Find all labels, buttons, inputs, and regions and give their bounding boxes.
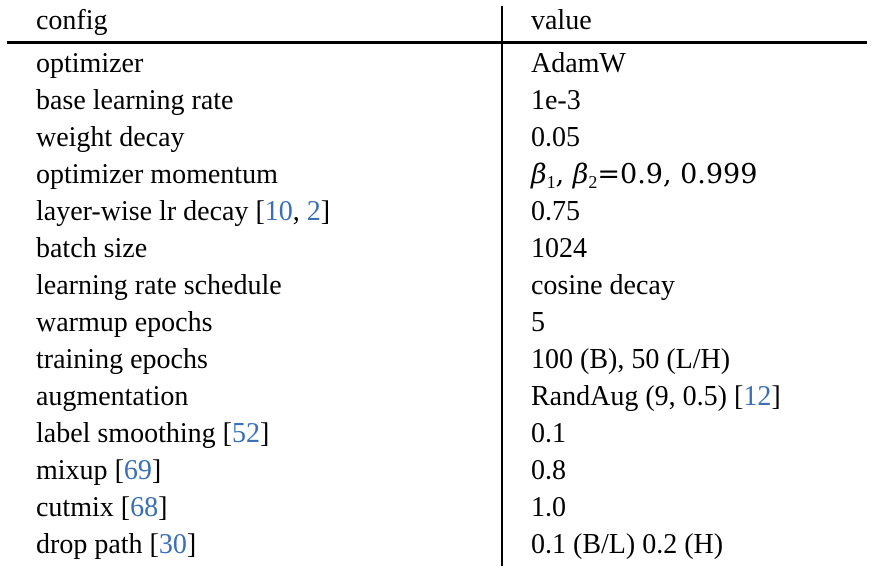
value-cell: 100 (B), 50 (L/H)	[531, 344, 731, 375]
config-cell	[36, 526, 196, 563]
cite-bracket: [	[255, 196, 265, 227]
table-row	[0, 378, 873, 415]
header-config: config	[36, 5, 108, 36]
cite-bracket: [	[120, 492, 131, 523]
value-cell: 1024	[531, 233, 587, 264]
config-label: drop path	[36, 529, 150, 560]
config-cell	[36, 415, 269, 452]
table-row	[0, 193, 873, 230]
cite-bracket: [	[114, 455, 124, 486]
citation-link[interactable]: 2	[306, 196, 321, 227]
beta-symbol: β	[531, 159, 547, 190]
value-cell: AdamW	[531, 48, 626, 79]
table-row	[0, 230, 873, 267]
header-rule	[7, 41, 867, 44]
config-label: cutmix	[36, 492, 121, 523]
cite-bracket: [	[222, 418, 232, 449]
config-cell	[36, 193, 330, 230]
cite-bracket: ]	[186, 529, 197, 560]
value-cell: cosine decay	[531, 270, 675, 301]
config-label: mixup	[36, 455, 115, 486]
value-cell: 5	[531, 307, 545, 338]
table-row	[0, 119, 873, 156]
table-row	[0, 452, 873, 489]
config-label: label smoothing	[36, 418, 223, 449]
config-cell: training epochs	[36, 344, 208, 375]
subscript-1: 1	[546, 172, 556, 192]
config-cell: warmup epochs	[36, 307, 213, 338]
config-cell: optimizer	[36, 48, 144, 79]
header-row	[0, 2, 873, 39]
config-cell	[36, 489, 167, 526]
config-label: layer-wise lr decay	[36, 196, 256, 227]
config-cell: optimizer momentum	[36, 159, 278, 190]
beta-symbol: β	[572, 159, 589, 190]
table-row	[0, 304, 873, 341]
cite-bracket: ]	[771, 381, 781, 412]
cite-bracket: ]	[320, 196, 331, 227]
table-row	[0, 526, 873, 563]
cite-bracket: ]	[259, 418, 270, 449]
cite-separator: ,	[292, 196, 307, 227]
config-cell: augmentation	[36, 381, 189, 412]
table-row	[0, 156, 873, 193]
table-row	[0, 341, 873, 378]
cite-bracket: [	[149, 529, 159, 560]
table-row	[0, 489, 873, 526]
value-cell: 1e-3	[531, 85, 581, 116]
value-cell: 0.1 (B/L) 0.2 (H)	[531, 529, 724, 560]
citation-link[interactable]: 12	[743, 381, 772, 412]
subscript-2: 2	[588, 172, 598, 192]
value-cell: 1.0	[531, 492, 566, 523]
cite-bracket: ]	[151, 455, 162, 486]
cite-bracket: ]	[158, 492, 168, 523]
citation-link[interactable]: 10	[264, 196, 293, 227]
config-cell	[36, 452, 161, 489]
config-cell: learning rate schedule	[36, 270, 282, 301]
table-row	[0, 267, 873, 304]
table-row	[0, 82, 873, 119]
value-cell: 0.05	[531, 122, 580, 153]
value-cell	[531, 378, 781, 415]
config-cell: base learning rate	[36, 85, 234, 116]
value-cell-math	[531, 156, 757, 193]
citation-link[interactable]: 52	[231, 418, 260, 449]
cite-bracket: [	[733, 381, 744, 412]
value-text: RandAug (9, 0.5)	[531, 381, 734, 412]
value-cell: 0.1	[531, 418, 566, 449]
table-row	[0, 415, 873, 452]
momentum-values: =0.9, 0.999	[597, 159, 758, 190]
citation-link[interactable]: 68	[130, 492, 159, 523]
value-cell: 0.75	[531, 196, 580, 227]
config-cell: batch size	[36, 233, 148, 264]
value-cell: 0.8	[531, 455, 566, 486]
table-row	[0, 45, 873, 82]
citation-link[interactable]: 69	[123, 455, 152, 486]
header-value: value	[531, 5, 592, 36]
citation-link[interactable]: 30	[158, 529, 187, 560]
config-cell: weight decay	[36, 122, 185, 153]
math-separator: ,	[555, 159, 573, 190]
